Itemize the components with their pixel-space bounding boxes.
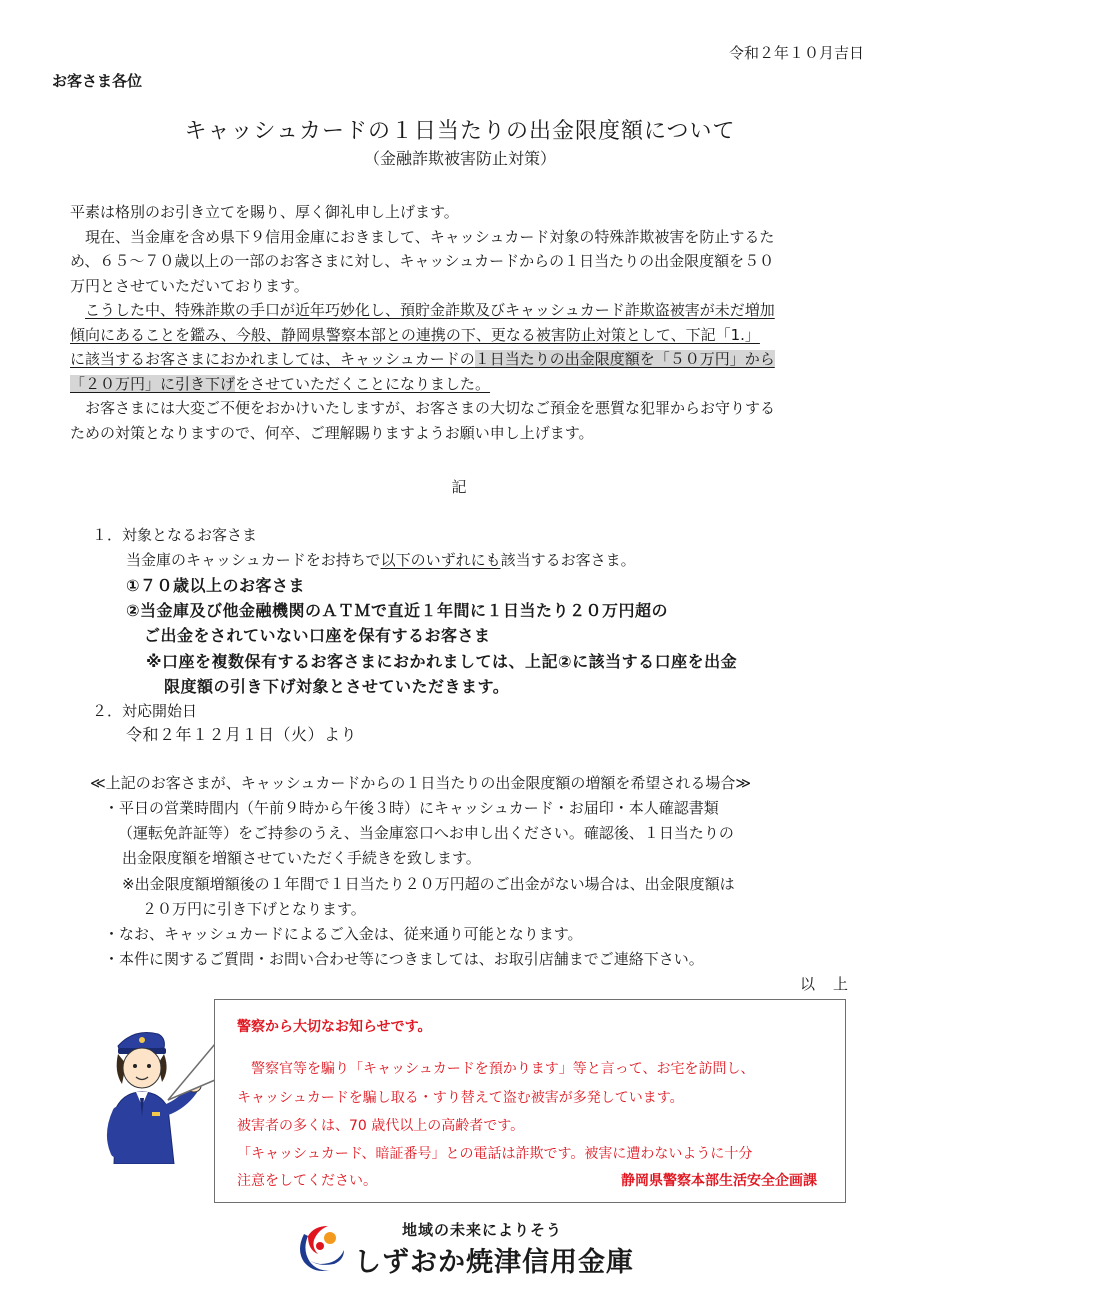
underlined-text: こうした中、特殊詐欺の手口が近年巧妙化し、預貯金詐欺及びキャッシュカード詐欺盗被害が未だ増加	[85, 301, 775, 319]
section1-heading: １．対象となるお客さま	[92, 526, 258, 544]
page-title: キャッシュカードの１日当たりの出金限度額について	[184, 119, 736, 144]
increase-bullet-1: ・平日の営業時間内（午前９時から午後３時）にキャッシュカード・お届印・本人確認書類	[104, 799, 719, 817]
intro-text: 該当するお客さま。	[500, 551, 636, 569]
increase-note-cont: ２０万円に引き下げとなります。	[142, 900, 366, 918]
closing-mark: 以上	[799, 975, 866, 993]
notice-line: 被害者の多くは、70 歳代以上の高齢者です。	[237, 1118, 525, 1134]
body-line	[70, 298, 870, 323]
underlined-text: 以下のいずれにも	[380, 551, 501, 569]
body-line	[70, 372, 870, 397]
body-line	[70, 347, 870, 372]
notice-line: 注意をしてください。	[237, 1173, 377, 1189]
body-line: 傾向にあることを鑑み、今般、静岡県警察本部との連携の下、更なる被害防止対策として、下記「1.」	[70, 325, 760, 344]
notice-title: 警察から大切なお知らせです。	[237, 1019, 432, 1035]
criterion-note: ※口座を複数保有するお客さまにおかれましては、上記②に該当する口座を出金	[146, 652, 738, 671]
criterion-note-cont: 限度額の引き下げ対象とさせていただきます。	[164, 677, 510, 696]
body-line: 万円とさせていただいております。	[70, 276, 309, 295]
increase-bullet-2: ・なお、キャッシュカードによるご入金は、従来通り可能となります。	[104, 925, 583, 943]
increase-heading: ≪上記のお客さまが、キャッシュカードからの１日当たりの出金限度額の増額を希望される場合≫	[90, 774, 752, 792]
underlined-text: に該当するお客さまにおかれましては、キャッシュカードの	[70, 350, 475, 368]
increase-bullet-3: ・本件に関するご質問・お問い合わせ等につきましては、お取引店舗までご連絡下さい。	[104, 950, 704, 968]
speech-bubble-tail	[166, 1040, 218, 1120]
intro-paragraph	[70, 200, 870, 445]
criterion-2-cont: ご出金をされていない口座を保有するお客さま	[144, 626, 491, 645]
notice-line: 警察官等を騙り「キャッシュカードを預かります」等と言って、お宅を訪問し、	[237, 1061, 755, 1077]
ki-heading: 記	[451, 478, 467, 496]
body-line: 現在、当金庫を含め県下９信用金庫におきまして、キャッシュカード対象の特殊詐欺被害を防止するた	[70, 227, 775, 246]
underlined-text: をさせていただくことになりました。	[235, 374, 491, 393]
document-date: 令和２年１０月吉日	[728, 44, 864, 62]
page-subtitle: （金融詐欺被害防止対策）	[363, 149, 556, 168]
section2-heading: ２．対応開始日	[92, 702, 198, 720]
increase-bullet-1-cont: 出金限度額を増額させていただく手続きを致します。	[122, 849, 481, 867]
notice-signature: 静岡県警察本部生活安全企画課	[621, 1173, 817, 1189]
bank-name: しずおか焼津信用金庫	[354, 1247, 634, 1278]
criterion-1: ①７０歳以上のお客さま	[126, 576, 306, 595]
increase-note: ※出金限度額増額後の１年間で１日当たり２０万円超のご出金がない場合は、出金限度額は	[122, 875, 735, 893]
bank-slogan: 地域の未来によりそう	[402, 1221, 563, 1239]
start-date: 令和２年１２月１日（火）より	[126, 725, 358, 744]
bank-logo-icon	[294, 1220, 348, 1274]
notice-line: 「キャッシュカード、暗証番号」との電話は詐欺です。被害に遭わないように十分	[237, 1146, 753, 1162]
body-line: 平素は格別のお引き立てを賜り、厚く御礼申し上げます。	[70, 203, 459, 221]
body-line: め、６５～７０歳以上の一部のお客さまに対し、キャッシュカードからの１日当たりの出金限度額を５０	[70, 252, 775, 270]
notice-line: キャッシュカードを騙し取る・すり替えて盗む被害が多発しています。	[237, 1090, 684, 1106]
police-notice-box	[214, 999, 846, 1203]
body-line: お客さまには大変ご不便をおかけいたしますが、お客さまの大切なご預金を悪質な犯罪からお守りする	[70, 399, 776, 417]
highlighted-text: 「２０万円」に引き下げ	[70, 374, 236, 393]
addressee: お客さま各位	[52, 72, 143, 90]
body-line: ための対策となりますので、何卒、ご理解賜りますようお願い申し上げます。	[70, 423, 594, 442]
section1-intro	[126, 549, 636, 570]
criterion-2: ②当金庫及び他金融機関のＡＴＭで直近１年間に１日当たり２０万円超の	[126, 601, 669, 620]
increase-bullet-1-cont: （運転免許証等）をご持参のうえ、当金庫窓口へお申し出ください。確認後、１日当たりの	[118, 824, 734, 842]
intro-text: 当金庫のキャッシュカードをお持ちで	[126, 551, 381, 569]
highlighted-text: １日当たりの出金限度額を「５０万円」から	[474, 350, 775, 368]
